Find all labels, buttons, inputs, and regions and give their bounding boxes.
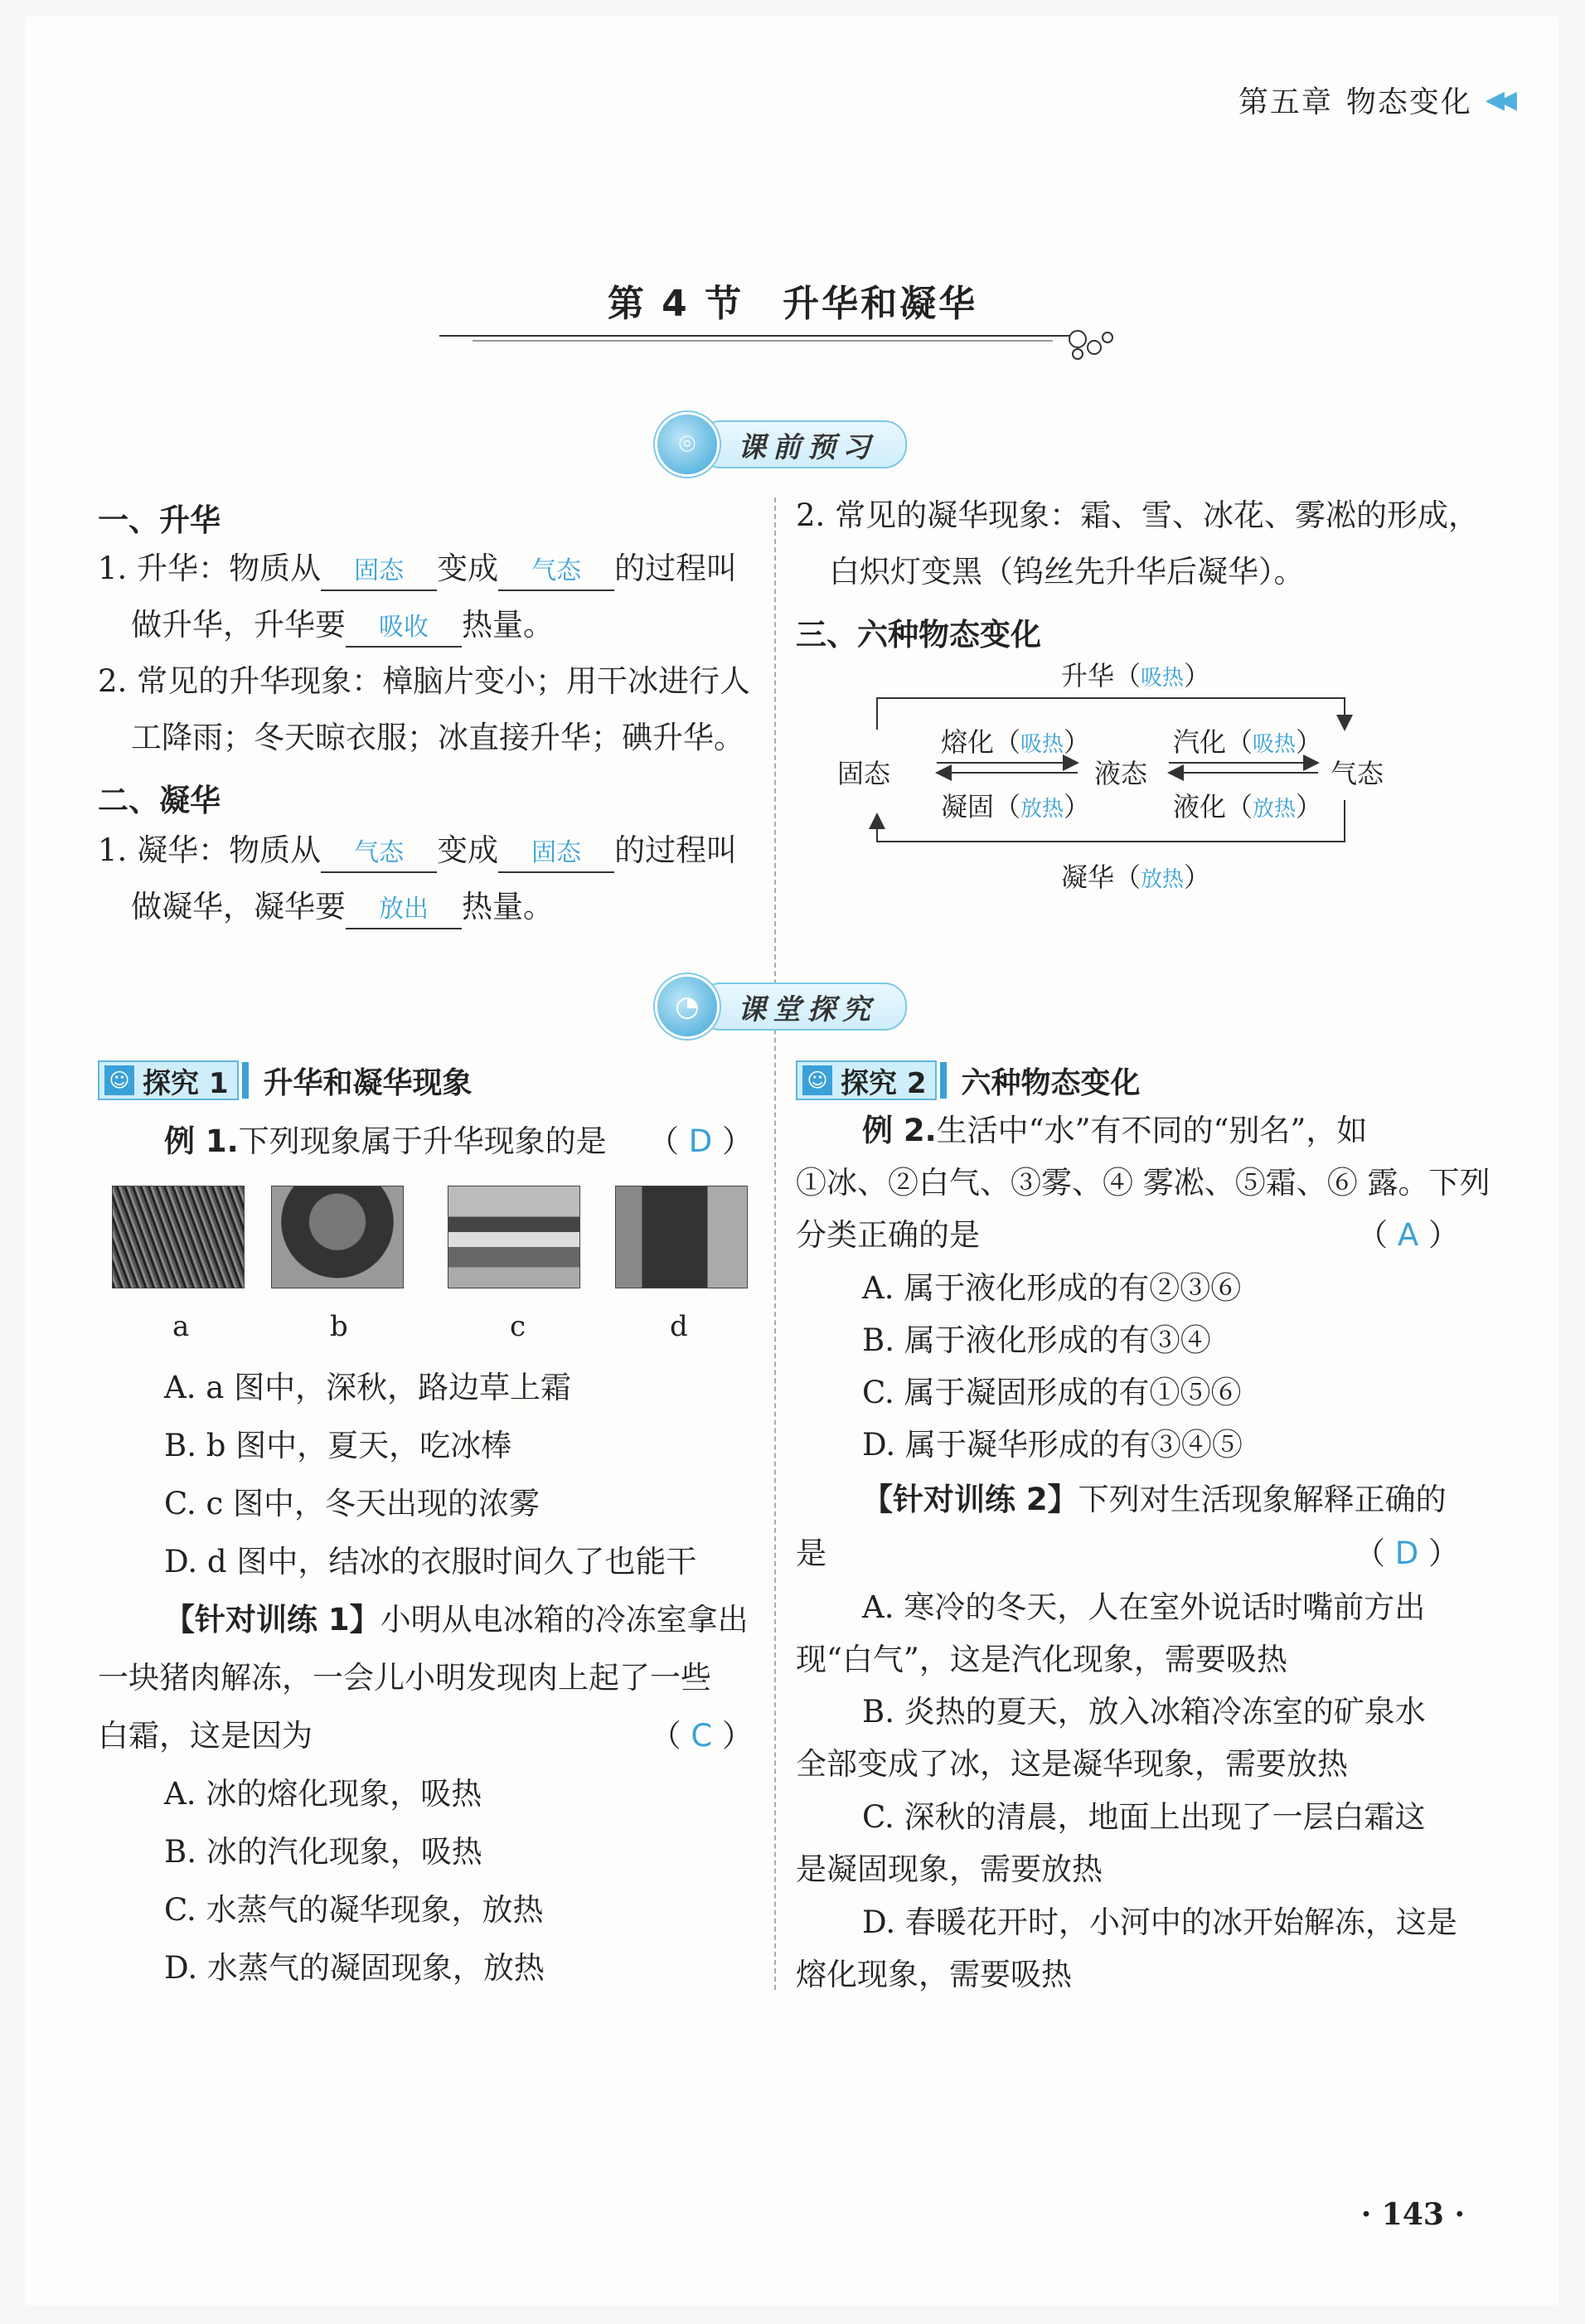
probe2-title: 六种物态变化	[961, 1065, 1141, 1100]
diagram-solidifying: 凝固（放热）	[941, 791, 1091, 822]
diagram-melting: 熔化（吸热）	[941, 726, 1091, 758]
blank-sub-2: 气态	[498, 553, 614, 591]
sublimation-definition-line2: 做升华，升华要 吸收 热量。	[131, 597, 554, 653]
diagram-liquid: 液态	[1094, 758, 1148, 789]
training2-answer: D	[1394, 1536, 1419, 1571]
preview-banner	[655, 415, 907, 474]
training2-option-c-line2: 是凝固现象，需要放热	[796, 1851, 1103, 1887]
training2-option-d-line1: D. 春暖花开时，小河中的冰开始解冻，这是	[862, 1904, 1457, 1940]
example2-option-a: A. 属于液化形成的有②③⑥	[862, 1270, 1242, 1306]
photo-label-b: b	[330, 1310, 348, 1343]
deposition-definition-line1: 1. 凝华：物质从 气态 变成 固态 的过程叫	[98, 822, 737, 879]
photo-label-c: c	[510, 1310, 526, 1343]
section-title: 第 4 节 升华和凝华	[607, 283, 978, 325]
training1-line3: 白霜，这是因为 （ C ）	[98, 1718, 753, 1754]
example2-option-c: C. 属于凝固形成的有①⑤⑥	[862, 1375, 1242, 1410]
training2-option-b-line1: B. 炎热的夏天，放入冰箱冷冻室的矿泉水	[862, 1694, 1426, 1730]
example1-option-c: C. c 图中，冬天出现的浓雾	[164, 1486, 540, 1521]
heading-six-changes: 三、六种物态变化	[796, 617, 1041, 653]
blank-dep-2: 固态	[498, 835, 614, 873]
example1-question: 例 1.下列现象属于升华现象的是 （ D ）	[164, 1123, 753, 1159]
example2-line1: 例 2.生活中“水”有不同的“别名”，如	[862, 1113, 1368, 1148]
example1-answer: D	[688, 1123, 713, 1159]
explore-banner	[655, 977, 907, 1036]
photo-frozen-clothes	[615, 1186, 748, 1288]
probe1-header	[98, 1060, 473, 1101]
training2-option-b-line2: 全部变成了冰，这是凝华现象，需要放热	[796, 1746, 1348, 1782]
explore-banner-label: 课堂探究	[698, 982, 907, 1031]
column-divider	[774, 497, 776, 1990]
training2-line2: 是 （ D ）	[796, 1536, 1459, 1571]
training2-option-a-line1: A. 寒冷的冬天，人在室外说话时嘴前方出	[862, 1589, 1426, 1625]
blank-dep-3: 放出	[346, 891, 462, 929]
photo-label-d: d	[670, 1310, 688, 1343]
diagram-vaporization: 汽化（吸热）	[1173, 726, 1323, 758]
chapter-label: 第五章	[1238, 85, 1333, 119]
heading-sublimation: 一、升华	[98, 502, 221, 538]
person-icon: ☺	[104, 1065, 134, 1095]
diagram-liquefaction: 液化（放热）	[1173, 791, 1323, 822]
probe1-title: 升华和凝华现象	[263, 1065, 473, 1100]
chapter-topic: 物态变化	[1345, 85, 1472, 119]
example2-option-b: B. 属于液化形成的有③④	[862, 1322, 1211, 1358]
example2-line3: 分类正确的是 （ A ）	[796, 1217, 1459, 1253]
probe2-bar	[940, 1062, 947, 1099]
double-arrow-icon: ◀◀	[1485, 85, 1510, 114]
training1-line2: 一块猪肉解冻，一会儿小明发现肉上起了一些	[98, 1660, 711, 1696]
sublimation-examples-line2: 工降雨；冬天晾衣服；冰直接升华；碘升华。	[131, 720, 744, 755]
photo-child-popsicle	[271, 1186, 404, 1288]
training1-answer: C	[691, 1718, 713, 1754]
example1-option-b: B. b 图中，夏天，吃冰棒	[164, 1428, 512, 1463]
title-decorative-rule	[439, 327, 1119, 361]
blank-sub-3: 吸收	[346, 609, 462, 648]
training2-option-c-line1: C. 深秋的清晨，地面上出现了一层白霜这	[862, 1799, 1426, 1835]
training2-line1: 【针对训练 2】下列对生活现象解释正确的	[862, 1482, 1447, 1517]
training1-option-b: B. 冰的汽化现象，吸热	[164, 1834, 482, 1870]
example2-answer: A	[1397, 1217, 1419, 1253]
deposition-definition-line2: 做凝华，凝华要 放出 热量。	[131, 879, 554, 935]
state-change-diagram	[837, 655, 1459, 904]
diagram-gas: 气态	[1331, 758, 1384, 789]
probe1-tag: ☺ 探究 1	[98, 1060, 239, 1100]
training1-line1: 【针对训练 1】小明从电冰箱的冷冻室拿出	[164, 1602, 749, 1637]
training2-option-d-line2: 熔化现象，需要吸热	[796, 1957, 1072, 1992]
photo-label-a: a	[172, 1310, 190, 1343]
example1-option-d: D. d 图中，结冰的衣服时间久了也能干	[164, 1544, 697, 1579]
blank-dep-1: 气态	[321, 835, 437, 873]
blank-sub-1: 固态	[321, 553, 437, 591]
example1-option-a: A. a 图中，深秋，路边草上霜	[164, 1370, 572, 1405]
diagram-sublimation: 升华（吸热）	[1061, 660, 1211, 691]
sublimation-examples-line1: 2. 常见的升华现象：樟脑片变小；用干冰进行人	[98, 663, 751, 699]
heading-deposition: 二、凝华	[98, 783, 221, 818]
probe2-tag: ☺ 探究 2	[796, 1060, 937, 1100]
chat-bubble-icon: ◔	[655, 974, 720, 1039]
deposition-examples-line2: 白炽灯变黑（钨丝先升华后凝华）。	[829, 554, 1305, 589]
diagram-solid: 固态	[837, 758, 891, 789]
person-icon: ☺	[802, 1065, 832, 1095]
training1-option-c: C. 水蒸气的凝华现象，放热	[164, 1892, 544, 1928]
probe2-header	[796, 1060, 1141, 1101]
page-number: · 143 ·	[1360, 2197, 1465, 2232]
chapter-header	[1238, 79, 1510, 121]
photo-grass-frost	[112, 1186, 245, 1288]
location-pin-icon: ⌾	[655, 412, 720, 477]
training1-option-a: A. 冰的熔化现象，吸热	[164, 1776, 482, 1812]
diagram-deposition: 凝华（放热）	[1061, 861, 1211, 893]
preview-banner-label: 课前预习	[698, 420, 907, 468]
photo-fog-mountains	[448, 1186, 580, 1288]
example2-line2: ①冰、②白气、③雾、④ 雾凇、⑤霜、⑥ 露。下列	[796, 1165, 1490, 1201]
deposition-examples-line1: 2. 常见的凝华现象：霜、雪、冰花、雾凇的形成，	[796, 497, 1480, 533]
probe1-bar	[242, 1062, 249, 1099]
training1-option-d: D. 水蒸气的凝固现象，放热	[164, 1950, 545, 1986]
training2-option-a-line2: 现“白气”，这是汽化现象，需要吸热	[796, 1642, 1287, 1677]
sublimation-definition-line1: 1. 升华：物质从 固态 变成 气态 的过程叫	[98, 541, 737, 597]
example2-option-d: D. 属于凝华形成的有③④⑤	[862, 1427, 1243, 1463]
